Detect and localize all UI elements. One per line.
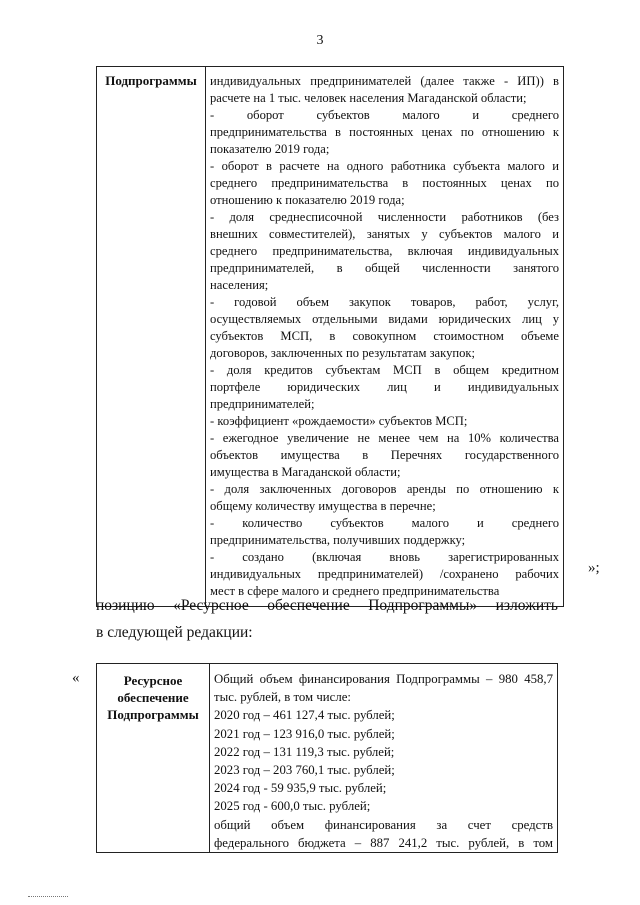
subprogram-indicators-table	[96, 66, 564, 607]
table1-text-line: - оборот субъектов малого и среднего	[210, 108, 559, 122]
table1-text-line: - годовой объем закупок товаров, работ, услуг,	[210, 295, 559, 309]
table1-text-line: внешних совместителей), занятых у субъектов малого и	[210, 227, 559, 241]
table1-text-line: предпринимательства в постоянных ценах по отношению к	[210, 125, 559, 139]
table2-label-line: обеспечение	[117, 690, 189, 705]
table1-text-line: отношению к показателю 2019 года;	[210, 193, 405, 207]
table2-text-line: 2023 год – 203 760,1 тыс. рублей;	[214, 763, 395, 778]
table1-text-line: среднего предпринимательства, включая индивидуальных	[210, 244, 559, 258]
table1-text-line: расчете на 1 тыс. человек населения Магаданской области;	[210, 91, 527, 105]
table1-text-line: - доля кредитов субъектам МСП в общем кредитном	[210, 363, 559, 377]
table2-text-line: 2024 год - 59 935,9 тыс. рублей;	[214, 781, 387, 796]
table1-text-line: субъектов МСП, в совокупном стоимостном объеме	[210, 329, 559, 343]
table2-label-cell	[97, 664, 210, 853]
table2-content-cell	[210, 664, 558, 853]
table1-label-cell	[97, 67, 206, 607]
table1-text-line: - количество субъектов малого и среднего	[210, 516, 559, 530]
table2-label	[97, 664, 209, 723]
opening-quote: «	[72, 670, 80, 686]
table2-text-line: 2021 год – 123 916,0 тыс. рублей;	[214, 726, 395, 741]
resource-support-table	[96, 663, 558, 853]
table1-text-line: показателю 2019 года;	[210, 142, 330, 156]
table1-text-line: мест в сфере малого и среднего предпринимательства	[210, 584, 500, 598]
table2-text-line: тыс. рублей, в том числе:	[214, 690, 351, 705]
table1-text-line: индивидуальных предпринимателей) /сохранено рабочих	[210, 567, 559, 581]
table2-text-line: 2022 год – 131 119,3 тыс. рублей;	[214, 744, 395, 759]
table1-text-line: предпринимателей;	[210, 397, 315, 411]
table2-text-line: федерального бюджета – 887 241,2 тыс. рублей, в том	[214, 835, 553, 850]
table1-text-line: индивидуальных предпринимателей (далее также - ИП)) в	[210, 74, 559, 88]
table2-text-line: 2025 год - 600,0 тыс. рублей;	[214, 799, 371, 814]
table1-text-line: среднего предпринимательства в постоянных ценах по	[210, 176, 559, 190]
table1-text-line: портфеле юридических лиц и индивидуальных	[210, 380, 559, 394]
table1-text-line: - доля заключенных договоров аренды по отношению к	[210, 482, 559, 496]
table1-text-line: населения;	[210, 278, 269, 292]
closing-quote: »;	[588, 560, 600, 576]
table1-text-line: имущества в Магаданской области;	[210, 465, 401, 479]
footer-mark	[28, 896, 68, 897]
table1-text-line: предпринимателей, в общей численности занятого	[210, 261, 559, 275]
table1-text-line: объектов имущества в Перечнях государственного	[210, 448, 559, 462]
table1-content-cell	[206, 67, 564, 607]
table2-text-line: Общий объем финансирования Подпрограммы – 980 458,7	[214, 672, 553, 686]
table2-lines	[214, 670, 553, 852]
table1-text-line: - коэффициент «рождаемости» субъектов МСП;	[210, 414, 468, 428]
paragraph-line-2: в следующей редакции:	[96, 624, 253, 641]
table1-lines	[210, 73, 559, 600]
table1-label: Подпрограммы	[105, 73, 197, 88]
table1-text-line: общему количеству имущества в перечне;	[210, 499, 436, 513]
table1-text-line: предпринимательства, получивших поддержку;	[210, 533, 466, 547]
table2-text-line: общий объем финансирования за счет средств	[214, 817, 553, 832]
table1-text-line: осуществляемых отдельными видами юридических лиц у	[210, 312, 559, 326]
table1-text-line: - доля среднесписочной численности работников (без	[210, 210, 559, 224]
table2-label-line: Подпрограммы	[107, 707, 199, 722]
paragraph-line-1: позицию «Ресурсное обеспечение Подпрограммы» изложить	[96, 597, 558, 614]
table1-text-line: - оборот в расчете на одного работника субъекта малого и	[210, 159, 559, 173]
table1-text-line: - создано (включая вновь зарегистрированных	[210, 550, 559, 564]
table2-label-line: Ресурсное	[123, 673, 183, 688]
page-number: 3	[316, 33, 324, 48]
table2-text-line: 2020 год – 461 127,4 тыс. рублей;	[214, 708, 395, 723]
table1-text-line: - ежегодное увеличение не менее чем на 10% количества	[210, 431, 559, 445]
table1-text-line: договоров, заключенных по результатам закупок;	[210, 346, 476, 360]
